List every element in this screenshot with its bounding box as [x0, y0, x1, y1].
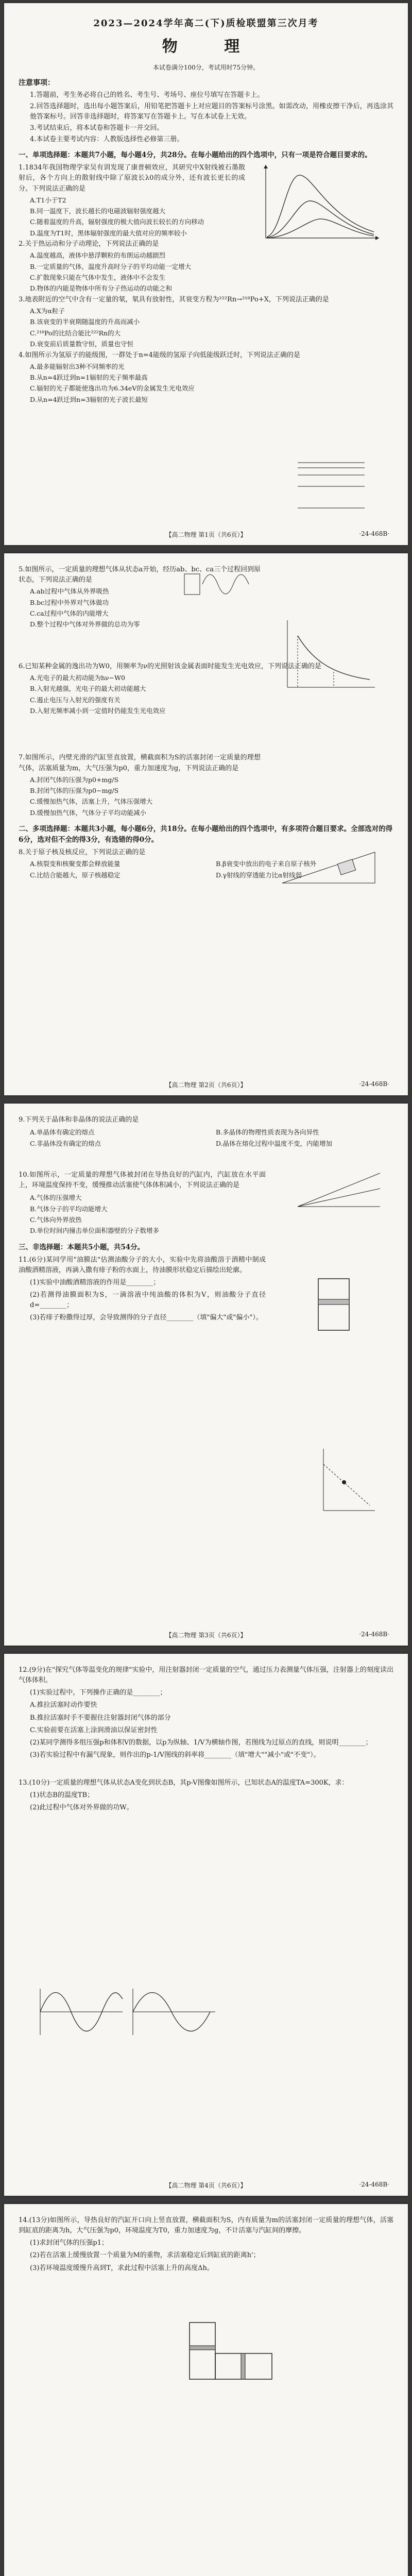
- wave-graph-figure: [35, 1984, 220, 2040]
- page-footer: 【高二物理 第4页（共6页）】: [165, 2182, 247, 2189]
- exam-page-3: [4, 1104, 408, 1646]
- option-c: C.²¹⁸Po的比结合能比²²²Rn的大: [30, 329, 121, 337]
- question-part: (1)状态B的温度TB；: [30, 1791, 94, 1800]
- option-d: D.单位时间内撞击单位面积器壁的分子数增多: [30, 1227, 160, 1235]
- question-14: 14.(13分)如图所示，导热良好的汽缸开口向上竖直放置，横截面积为S，内有质量为m的活塞封闭一定质量的理想气体，活塞到缸底的距离为h，大气压强为p0，环境温度为T0，重力加速度为g，不计活塞与汽缸间的摩擦。: [19, 2216, 393, 2235]
- question-part: (3)若环境温度缓慢升高到T，求此过程中活塞上升的高度Δh。: [30, 2264, 214, 2272]
- section-title: 一、单项选择题：本题共7小题，每小题4分，共28分。在每小题给出的四个选项中，只有一项是符合题目要求的。: [19, 151, 372, 160]
- option-a: A.封闭气体的压强为p0+mg/S: [30, 775, 119, 784]
- question-part: B.推拉活塞时手不要握住注射器封闭气体的部分: [30, 1714, 171, 1722]
- option-b: B.入射光越强，光电子的最大初动能越大: [30, 685, 146, 693]
- option-b: B.封闭气体的压强为p0−mg/S: [30, 787, 119, 795]
- option-c: C.气体向外界放热: [30, 1215, 82, 1224]
- option-c: C.辐射的光子都能使逸出功为6.34eV的金属发生光电效应: [30, 384, 195, 393]
- exam-info: 本试卷满分100分，考试用时75分钟。: [152, 64, 260, 72]
- question-3: 3.地表附近的空气中含有一定量的氡，氡具有放射性，其衰变方程为²²²Rn→²¹⁸Po+X，下列说法正确的是: [19, 295, 329, 303]
- question-6: 6.已知某种金属的逸出功为W0，用频率为ν的光照射该金属表面时能发生光电效应，下列说法正确的是: [19, 662, 321, 670]
- option-d: D.缓慢加热气体，气体分子平均动能减小: [30, 808, 147, 817]
- option-a: A.核裂变和核聚变都会释放能量: [30, 860, 121, 868]
- option-b: B.bc过程中外界对气体做功: [30, 598, 109, 606]
- exam-page-1: [4, 3, 408, 545]
- section-title: 三、非选择题：本题共5小题，共54分。: [19, 1243, 145, 1251]
- exam-code: ·24-468B·: [359, 1631, 389, 1638]
- question-part: (1)实验过程中，下列操作正确的是________；: [30, 1689, 167, 1697]
- section-title: 二、多项选择题：本题共3小题，每小题6分，共18分。在每小题给出的四个选项中，有多项符合题目要求。全部选对的得6分，选对但不全的得3分，有选错的得0分。: [19, 825, 393, 844]
- option-a: A.气体的压强增大: [30, 1194, 82, 1202]
- option-b: B.β衰变中放出的电子来自原子核外: [216, 860, 317, 868]
- option-d: D.温度为T1时，黑体辐射强度的最大值对应的频率较小: [30, 229, 187, 237]
- option-d: D.γ射线的穿透能力比α射线弱: [216, 871, 302, 879]
- question-part: C.实验前要在活塞上涂润滑油以保证密封性: [30, 1726, 158, 1734]
- question-5: 5.如图所示，一定质量的理想气体从状态a开始，经历ab、bc、ca三个过程回到原状态，下列说法正确的是: [19, 566, 261, 584]
- exam-page-4: [4, 1654, 408, 2196]
- question-10: 10.如图所示，一定质量的理想气体被封闭在导热良好的汽缸内，汽缸放在水平面上，环境温度保持不变，缓慢推动活塞使气体体积减小，下列说法正确的是: [19, 1171, 266, 1190]
- page-footer: 【高二物理 第1页（共6页）】: [165, 531, 247, 538]
- option-b: B.同一温度下，波长越长的电磁波辐射强度越大: [30, 207, 166, 215]
- option-b: B.一定质量的气体，温度升高时分子的平均动能一定增大: [30, 262, 192, 270]
- option-c: C.比结合能越大，原子核越稳定: [30, 871, 121, 879]
- option-a: A.光电子的最大初动能为hν−W0: [30, 673, 125, 682]
- exam-code: ·24-468B·: [359, 2181, 389, 2188]
- option-d: D.晶体在熔化过程中温度不变，内能增加: [216, 1139, 333, 1147]
- option-b: B.气体分子的平均动能增大: [30, 1205, 108, 1213]
- exam-header: 2023—2024学年高二(下)质检联盟第三次月考: [93, 18, 319, 29]
- question-part: A.推拉活塞时动作要快: [30, 1701, 97, 1709]
- option-c: C.随着温度的升高，辐射强度的极大值向波长较长的方向移动: [30, 218, 204, 226]
- cylinder-figure: [303, 1274, 365, 1335]
- exam-page-5: [4, 2204, 408, 2576]
- option-a: A.T1小于T2: [30, 196, 66, 204]
- option-b: B.从n=4跃迁到n=1辐射的光子频率最高: [30, 374, 148, 382]
- exam-page-2: [4, 553, 408, 1095]
- question-part: (1)实验中油酸酒精溶液的作用是________；: [30, 1278, 160, 1286]
- gas-process-figure: [277, 615, 380, 698]
- piston-figure: [277, 842, 380, 888]
- question-1: 1.1834年我国物理学家吴有训发现了康普顿效应，其研究中X射线被石墨散射后，各个方向上的散射线中除了原波长λ0的成分外，还有波长更长的成分。下列说法正确的是: [19, 164, 245, 193]
- wave-figure: [179, 569, 251, 600]
- option-d: D.从n=4跃迁到n=3辐射的光子波长最短: [30, 395, 148, 403]
- question-13: 13.(10分)一定质量的理想气体从状态A变化到状态B，其p-V图像如图所示，已知状态A的温度TA=300K，求：: [19, 1779, 349, 1787]
- question-part: (2)某同学测得多组压强p和体积V的数据，以p为纵轴、1/V为横轴作图，若图线为过原点的直线，则说明________；: [30, 1738, 372, 1747]
- option-a: A.X为α粒子: [30, 307, 65, 315]
- question-part: (1)求封闭气体的压强p1；: [30, 2239, 109, 2247]
- container-figure: [179, 2317, 282, 2384]
- option-b: B.该衰变的半衰期随温度的升高而减小: [30, 318, 140, 326]
- option-c: C.遏止电压与入射光的强度有关: [30, 696, 121, 704]
- option-a: A.最多能辐射出3种不同频率的光: [30, 362, 125, 370]
- exam-code: ·24-468B·: [359, 530, 389, 537]
- notice-item: 2.回答选择题时，选出每小题答案后，用铅笔把答题卡上对应题目的答案标号涂黑。如需改动，用橡皮擦干净后，再选涂其他答案标号。回答非选择题时，将答案写在答题卡上。写在本试卷上无效。: [30, 102, 393, 121]
- energy-level-figure: [293, 456, 380, 513]
- option-a: A.ab过程中气体从外界吸热: [30, 587, 109, 596]
- question-part: (2)此过程中气体对外界做的功W。: [30, 1804, 133, 1812]
- radiation-curve-figure: [255, 161, 384, 248]
- question-8: 8.关于原子核及核反应，下列说法正确的是: [19, 849, 146, 857]
- option-d: D.入射光频率减小到一定值时仍能发生光电效应: [30, 707, 166, 715]
- question-part: (2)若在活塞上缓慢放置一个质量为M的重物，求活塞稳定后到缸底的距离h'；: [30, 2251, 260, 2260]
- option-d: D.衰变前后质量数守恒，质量也守恒: [30, 340, 134, 348]
- page-footer: 【高二物理 第2页（共6页）】: [165, 1081, 247, 1089]
- option-a: A.温度越高，液体中悬浮颗粒的布朗运动越剧烈: [30, 251, 166, 260]
- subject-title: 物 理: [162, 37, 261, 56]
- option-b: B.多晶体的物理性质表现为各向异性: [216, 1128, 319, 1137]
- notice-title: 注意事项：: [19, 78, 55, 87]
- experiment-figure: [313, 1444, 380, 1516]
- option-c: C.扩散现象只能在气体中发生，液体中不会发生: [30, 274, 166, 282]
- notice-item: 4.本试卷主要考试内容：人教版选择性必修第三册。: [30, 135, 184, 144]
- page-footer: 【高二物理 第3页（共6页）】: [165, 1632, 247, 1639]
- option-c: C.缓慢加热气体，活塞上升，气体压强增大: [30, 798, 153, 806]
- question-12: 12.(9分)在"探究气体等温变化的规律"实验中，用注射器封闭一定质量的空气，通过压力表测量气体压强，注射器上的刻度读出气体体积。: [19, 1666, 393, 1685]
- exam-code: ·24-468B·: [359, 1080, 389, 1088]
- option-d: D.整个过程中气体对外界做的总功为零: [30, 620, 140, 629]
- question-part: (2)若测得油膜面积为S，一滴溶液中纯油酸的体积为V，则油酸分子直径d=________；: [30, 1291, 266, 1310]
- question-4: 4.如图所示为氢原子的能级图，一群处于n=4能级的氢原子向低能级跃迁时，下列说法正确的是: [19, 351, 300, 359]
- question-part: (3)若痱子粉撒得过厚，会导致测得的分子直径________（填"偏大"或"偏小"）。: [30, 1314, 263, 1322]
- notice-item: 3.考试结束后，将本试卷和答题卡一并交回。: [30, 124, 164, 132]
- notice-item: 1.答题前，考生务必将自己的姓名、考生号、考场号、座位号填写在答题卡上。: [30, 91, 264, 99]
- question-part: (3)若实验过程中有漏气现象，则作出的p-1/V图线的斜率将________（填"增大""减小"或"不变"）。: [30, 1751, 320, 1759]
- question-9: 9.下列关于晶体和非晶体的说法正确的是: [19, 1116, 139, 1124]
- option-d: D.物体的内能是物体中所有分子热运动的动能之和: [30, 284, 173, 293]
- question-7: 7.如图所示，内壁光滑的汽缸竖直放置，横截面积为S的活塞封闭一定质量的理想气体，活塞质量为m，大气压强为p0，重力加速度为g，下列说法正确的是: [19, 754, 261, 772]
- question-11: 11.(6分)某同学用"油膜法"估测油酸分子的大小，实验中先将油酸溶于酒精中制成油酸酒精溶液，再滴入撒有痱子粉的水面上，待油膜形状稳定后描绘出轮廓。: [19, 1256, 266, 1274]
- option-c: C.非晶体没有确定的熔点: [30, 1139, 101, 1147]
- option-a: A.单晶体有确定的熔点: [30, 1128, 95, 1137]
- question-2: 2.关于热运动和分子动理论，下列说法正确的是: [19, 240, 159, 248]
- option-c: C.ca过程中气体的内能增大: [30, 609, 109, 618]
- geometry-figure: [293, 1165, 385, 1212]
